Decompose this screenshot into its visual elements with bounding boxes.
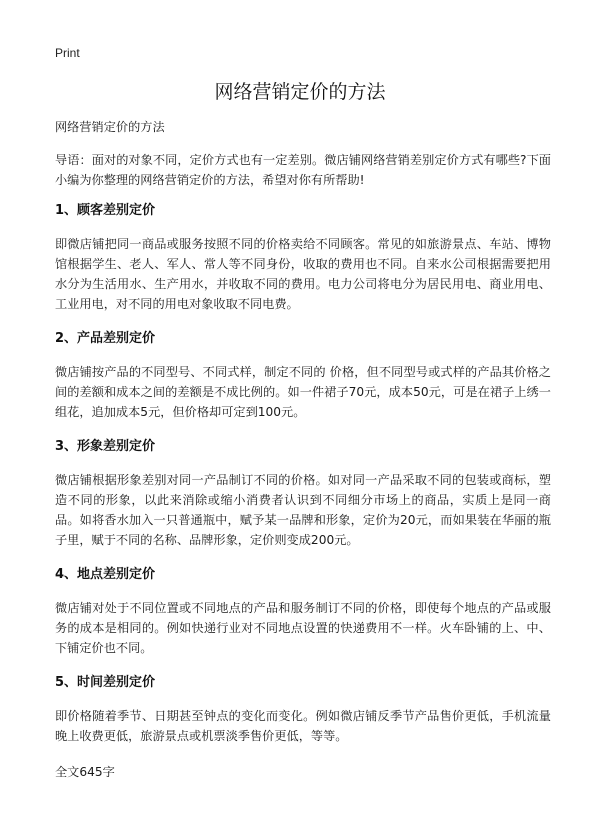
section-image-pricing	[55, 437, 551, 550]
section-heading: 2、产品差别定价	[55, 331, 156, 346]
section-time-pricing	[55, 673, 551, 746]
document-subtitle: 网络营销定价的方法	[55, 120, 165, 134]
section-heading: 4、地点差别定价	[55, 567, 156, 582]
section-paragraph: 微店铺根据形象差别对同一产品制订不同的价格。如对同一产品采取不同的包装或商标，塑造不同的形象，以此来消除或缩小消费者认识到不同细分市场上的商品，实质上是同一商品。如将香水加入一只普通瓶中，赋予某一品牌和形象，定价为20元，而如果装在华丽的瓶子里，赋于不同的名称、品牌形象，定价则变成200元。	[55, 473, 551, 547]
section-location-pricing	[55, 565, 551, 658]
page-title: 网络营销定价的方法	[214, 81, 386, 103]
section-paragraph: 即价格随着季节、日期甚至钟点的变化而变化。例如微店铺反季节产品售价更低，手机流量晚上收费更低，旅游景点或机票淡季售价更低，等等。	[55, 709, 551, 743]
document-body	[55, 117, 551, 782]
section-paragraph: 即微店铺把同一商品或服务按照不同的价格卖给不同顾客。常见的如旅游景点、车站、博物馆根据学生、老人、军人、常人等不同身份，收取的费用也不同。自来水公司根据需要把用水分为生活用水、生产用水，并收取不同的费用。电力公司将电分为居民用电、商业用电、工业用电，对不同的用电对象收取不同电费。	[55, 237, 551, 311]
section-paragraph: 微店铺对处于不同位置或不同地点的产品和服务制订不同的价格，即使每个地点的产品或服务的成本是相同的。例如快递行业对不同地点设置的快递费用不一样。火车卧铺的上、中、下铺定价也不同。	[55, 601, 551, 655]
intro-paragraph: 导语：面对的对象不同，定价方式也有一定差别。微店铺网络营销差别定价方式有哪些?下面小编为你整理的网络营销定价的方法，希望对你有所帮助!	[55, 153, 551, 187]
section-product-pricing	[55, 329, 551, 422]
section-heading: 1、顾客差别定价	[55, 203, 156, 218]
section-paragraph: 微店铺按产品的不同型号、不同式样，制定不同的 价格，但不同型号或式样的产品其价格之间的差额和成本之间的差额是不成比例的。如一件裙子70元，成本50元，可是在裙子上绣一组花，追加成本5元，但价格却可定到100元。	[55, 365, 551, 419]
section-heading: 3、形象差别定价	[55, 439, 156, 454]
word-count: 全文645字	[55, 765, 115, 779]
section-customer-pricing	[55, 201, 551, 314]
print-label: Print	[55, 46, 80, 60]
section-heading: 5、时间差别定价	[55, 675, 156, 690]
